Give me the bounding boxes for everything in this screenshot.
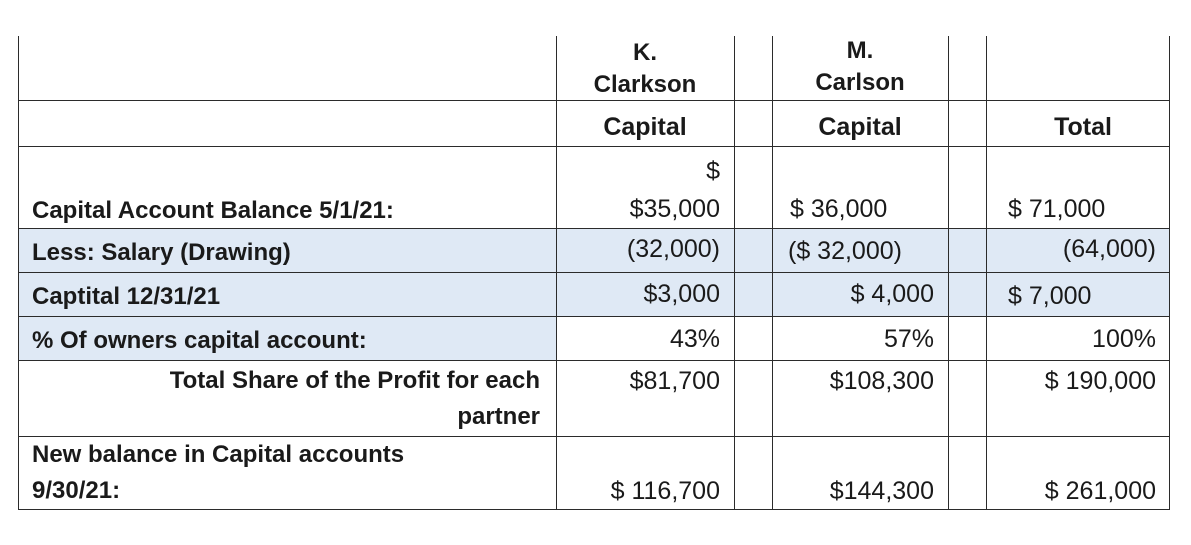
row-capital-m: $ 4,000 [850, 280, 934, 308]
rule-v-label [556, 36, 557, 510]
row-salary-m: ($ 32,000) [788, 237, 902, 265]
rule-bottom [18, 509, 1170, 510]
row-profit-label-line2: partner [457, 403, 540, 430]
row-salary-k: (32,000) [626, 235, 720, 263]
col-m-sub: Capital [818, 113, 902, 141]
row-balance-k: $35,000 [629, 195, 720, 223]
col-m-name-line2: Carlson [815, 69, 905, 96]
row-salary-label: Less: Salary (Drawing) [32, 239, 291, 266]
rule-v-m [948, 36, 949, 510]
row-balance-k-prefix: $ [706, 157, 720, 185]
row-balance-m: $ 36,000 [790, 195, 888, 223]
rule-v-k [734, 36, 735, 510]
col-k-name-line2: Clarkson [593, 71, 697, 98]
col-total-sub: Total [1054, 113, 1112, 141]
row-balance-label: Capital Account Balance 5/1/21: [32, 197, 394, 224]
rule-v-left [18, 36, 19, 510]
row-newbal-label-line1: New balance in Capital accounts [32, 441, 405, 468]
rule-salary [18, 272, 1170, 273]
row-profit-total: $ 190,000 [1044, 367, 1156, 395]
row-balance-total: $ 71,000 [1008, 195, 1106, 223]
row-newbal-label-line2: 9/30/21: [32, 477, 121, 504]
row-percent-k: 43% [669, 325, 720, 353]
row-profit-m: $108,300 [829, 367, 934, 395]
row-percent-m: 57% [883, 325, 934, 353]
rule-balance [18, 228, 1170, 229]
rule-v-right [1169, 36, 1170, 510]
row-newbal-total: $ 261,000 [1044, 477, 1156, 505]
col-m-name-line1: M. [846, 37, 874, 64]
row-newbal-k: $ 116,700 [610, 477, 720, 505]
rule-v-gap2 [986, 36, 987, 510]
row-percent-label: % Of owners capital account: [32, 327, 367, 354]
row-percent-total: 100% [1092, 325, 1156, 353]
col-k-name-line1: K. [633, 39, 657, 66]
rule-profit [18, 436, 1170, 437]
row-profit-label-line1: Total Share of the Profit for each [169, 367, 540, 394]
rule-capital [18, 316, 1170, 317]
row-capital-label: Captital 12/31/21 [32, 283, 221, 310]
row-capital-k: $3,000 [643, 280, 720, 308]
rule-header-2 [18, 146, 1170, 147]
row-capital-total: $ 7,000 [1008, 282, 1092, 310]
rule-v-gap1 [772, 36, 773, 510]
capital-accounts-table [18, 36, 1170, 510]
rule-header-1 [18, 100, 1170, 101]
col-k-sub: Capital [603, 113, 687, 141]
row-profit-k: $81,700 [629, 367, 720, 395]
rule-percent [18, 360, 1170, 361]
row-salary-total: (64,000) [1062, 235, 1156, 263]
row-newbal-m: $144,300 [829, 477, 934, 505]
